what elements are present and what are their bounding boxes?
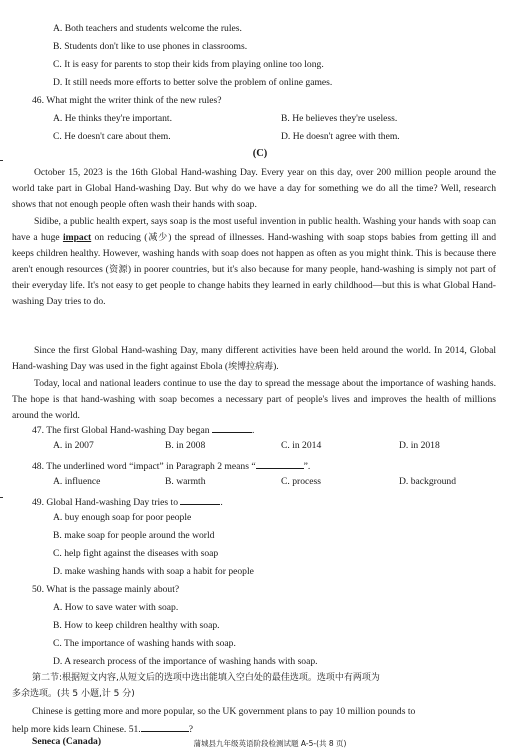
margin-mark <box>0 160 3 161</box>
answer-blank <box>256 459 304 469</box>
passage-paragraph-3: Since the first Global Hand-washing Day, many different activities have been held around the world. In 2014, Global Hand-washing Day was used in the fight against Ebola (埃博拉病毒). <box>12 345 496 373</box>
prev-option-c: C. It is easy for parents to stop their kids from playing online too long. <box>53 59 324 70</box>
q50-option-b: B. How to keep children healthy with soap. <box>53 620 220 631</box>
q47-option-b: B. in 2008 <box>165 440 206 451</box>
q49-stem: 49. Global Hand-washing Day tries to . <box>32 497 223 508</box>
prev-option-a: A. Both teachers and students welcome the rules. <box>53 23 242 34</box>
passage-2-subheading: Seneca (Canada) <box>32 736 102 747</box>
passage-paragraph-4: Today, local and national leaders continue to use the day to spread the message about the importance of washing hands. The hope is that hand-washing with soap becomes a necessary part of people's lives and improves the health of millions around the world. <box>12 378 496 422</box>
q50-option-a: A. How to save water with soap. <box>53 602 179 613</box>
q48-option-b: B. warmth <box>165 476 206 487</box>
q49-option-d: D. make washing hands with soap a habit for people <box>53 566 254 577</box>
q46-option-b: B. He believes they're useless. <box>281 113 398 124</box>
q47-option-c: C. in 2014 <box>281 440 322 451</box>
q50-option-d: D. A research process of the importance of washing hands with soap. <box>53 656 318 667</box>
answer-blank <box>141 722 189 732</box>
section-2-instructions-line-2: 多余选项。(共 5 小题,计 5 分) <box>12 689 135 699</box>
answer-blank <box>180 495 220 505</box>
q48-option-a: A. influence <box>53 476 101 487</box>
passage-paragraph-2: Sidibe, a public health expert, says soap is the most useful invention in public health. Washing your hands with soap can have a huge impact on reducing (减少) the spread of illnesses. Hand-washing with soap stops babies from getting ill and keeps children healthy. However, washing hands with soap does not happen as often as you might think. This is because there aren't enough resources (资源) in poorer countries, but it's also because for many people, hand-washing is simply not part of their everyday life. It's not easy to get people to change habits they learned in early childhood—but this is what Global Hand-washing Day tries to do. <box>12 216 496 308</box>
prev-option-d: D. It still needs more efforts to better solve the problem of online games. <box>53 77 333 88</box>
q50-option-c: C. The importance of washing hands with soap. <box>53 638 236 649</box>
section-c-heading: (C) <box>252 148 268 159</box>
q46-option-a: A. He thinks they're important. <box>53 113 172 124</box>
q50-stem: 50. What is the passage mainly about? <box>32 584 180 595</box>
section-2-instructions-line-1: 第二节:根据短文内容,从短文后的选项中选出能填入空白处的最佳选项。选项中有两项为 <box>32 673 380 683</box>
q47-option-a: A. in 2007 <box>53 440 94 451</box>
passage-paragraph-1: October 15, 2023 is the 16th Global Hand-washing Day. Every year on this day, over 200 million people around the world take part in Global Hand-washing Day. But why do we have a day for something we do all the time? Well, research shows that not enough people often wash their hands with soap. <box>12 167 496 211</box>
q46-stem: 46. What might the writer think of the new rules? <box>32 95 222 106</box>
q48-option-d: D. background <box>399 476 457 487</box>
q47-stem: 47. The first Global Hand-washing Day began . <box>32 425 255 436</box>
q49-option-c: C. help fight against the diseases with soap <box>53 548 219 559</box>
q46-option-d: D. He doesn't agree with them. <box>281 131 400 142</box>
underlined-word-impact: impact <box>62 232 92 244</box>
passage-2-line-2: help more kids learn Chinese. 51. ? <box>12 724 193 735</box>
prev-option-b: B. Students don't like to use phones in classrooms. <box>53 41 248 52</box>
q48-stem: 48. The underlined word “impact” in Paragraph 2 means “ ”. <box>32 461 311 472</box>
q49-option-b: B. make soap for people around the world <box>53 530 215 541</box>
margin-mark <box>0 497 3 498</box>
passage-2-line-1: Chinese is getting more and more popular, so the UK government plans to pay 10 million pounds to <box>32 706 416 717</box>
q46-option-c: C. He doesn't care about them. <box>53 131 171 142</box>
q48-option-c: C. process <box>281 476 321 487</box>
answer-blank <box>212 423 252 433</box>
q47-option-d: D. in 2018 <box>399 440 440 451</box>
q49-option-a: A. buy enough soap for poor people <box>53 512 192 523</box>
page-footer: 蒲城县九年级英语阶段检测试题 A-5-(共 8 页) <box>193 739 347 748</box>
